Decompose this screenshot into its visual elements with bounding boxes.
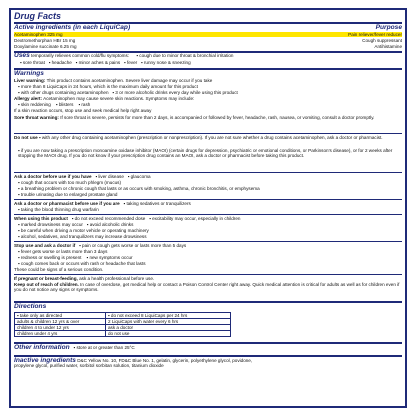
divider xyxy=(14,241,402,242)
when-item: ▪ do not exceed recommended dose xyxy=(72,216,146,221)
keep-out xyxy=(14,282,402,293)
askph-item: ▪ taking sedatives or tranquilizers xyxy=(124,201,191,206)
uses-item: ▪ minor aches & pains xyxy=(76,60,121,65)
dir-dose: 2 LiquiCaps with water every 6 hrs xyxy=(106,319,231,325)
liver-text: This product contains acetaminophen. Severe liver damage may occur if you take xyxy=(46,78,213,83)
allergy-item: ▪ skin reddening xyxy=(18,102,51,107)
divider xyxy=(14,133,402,134)
divider xyxy=(14,199,402,200)
donot-title: Do not use xyxy=(14,135,38,140)
active-row xyxy=(14,32,402,37)
allergy-items xyxy=(14,102,402,107)
ingredient: Doxylamine succinate 6.25 mg xyxy=(14,44,77,49)
liver-item: ▪ 3 or more alcoholic drinks every day while using this product xyxy=(112,90,237,95)
inactive-heading: Inactive ingredients xyxy=(14,357,76,364)
dir-who: children under 4 yrs xyxy=(15,331,106,337)
when-item: ▪ excitability may occur, especially in children xyxy=(149,216,240,221)
ask-item: ▪ cough that occurs with too much phlegm (mucus) xyxy=(14,180,402,185)
sore-text: If sore throat is severe, persists for more than 2 days, is accompanied or followed by fever, headache, rash, nausea, or vomiting, consult a doctor promptly. xyxy=(60,115,375,120)
divider xyxy=(14,172,402,173)
stop-item: ▪ redness or swelling is present xyxy=(18,255,81,260)
do-not-use xyxy=(14,135,402,140)
ask-doctor xyxy=(14,174,402,179)
stop-use xyxy=(14,243,402,248)
when-item: ▪ avoid alcoholic drinks xyxy=(87,222,134,227)
dir-who: adults & children 12 yrs & over xyxy=(15,319,106,325)
stop-item: ▪ pain or cough gets worse or lasts more than 5 days xyxy=(79,243,186,248)
active-row xyxy=(14,44,402,49)
ask-pharmacist xyxy=(14,201,402,206)
dir-who: ▪ take only as directed xyxy=(15,313,106,319)
keep-title: Keep out of reach of children. xyxy=(14,282,79,287)
sore-title: Sore throat warning: xyxy=(14,115,59,120)
ask-title: Ask a doctor before use if you have xyxy=(14,174,92,179)
divider xyxy=(14,214,402,215)
directions-table xyxy=(14,312,231,337)
when-using xyxy=(14,216,402,221)
inactive-text: D&C Yellow No. 10, FD&C Blue No. 1, gelatin, glycerin, polyethylene glycol, povidone, propylene glycol, purified water, sorbitol sorbitan solution, titanium dioxide xyxy=(14,358,253,369)
dir-dose: do not use xyxy=(106,331,231,337)
donot-text: ▪ with any other drug containing acetaminophen (prescription or nonprescription). If you are not sure whether a drug contains acetaminophen, ask a doctor or pharmacist. xyxy=(39,135,383,140)
table-row xyxy=(15,331,231,337)
ask-item: ▪ liver disease xyxy=(95,174,123,179)
when-item: ▪ be careful when driving a motor vehicle or operating machinery xyxy=(14,228,402,233)
liver-warning xyxy=(14,78,402,83)
purpose-heading: Purpose xyxy=(375,24,402,31)
uses-item: ▪ sore throat xyxy=(20,60,45,65)
liver-item: ▪ more than 8 LiquiCaps in 24 hours, which is the maximum daily amount for this product xyxy=(14,84,402,89)
other-heading: Other information xyxy=(14,344,70,351)
dir-dose: ask a doctor xyxy=(106,325,231,331)
askph-title: Ask a doctor or pharmacist before use if you are xyxy=(14,201,120,206)
uses-item: ▪ cough due to minor throat & bronchial irritation xyxy=(136,53,233,58)
warnings-heading: Warnings xyxy=(14,70,44,77)
divider xyxy=(14,274,402,275)
allergy-alert xyxy=(14,96,402,101)
allergy-item: ▪ blisters xyxy=(56,102,73,107)
preg-text: ask a health professional before use. xyxy=(79,276,155,281)
stop-items xyxy=(14,255,402,260)
stop-end: These could be signs of a serious condition. xyxy=(14,267,104,272)
liver-items xyxy=(14,90,402,95)
dir-who: children 4 to under 12 yrs xyxy=(15,325,106,331)
uses-text: temporarily relieves common cold/flu symptoms: xyxy=(31,53,130,58)
uses-section xyxy=(14,53,402,58)
stop-item: ▪ new symptoms occur xyxy=(87,255,133,260)
allergy-title: Allergy alert: xyxy=(14,96,43,101)
allergy-end: If a skin reaction occurs, stop use and seek medical help right away xyxy=(14,108,152,113)
allergy-item: ▪ rash xyxy=(78,102,90,107)
when-title: When using this product xyxy=(14,216,68,221)
ask-item: ▪ a breathing problem or chronic cough that lasts or as occurs with smoking, asthma, chronic bronchitis, or emphysema xyxy=(14,186,402,191)
other-information xyxy=(14,345,402,350)
divider xyxy=(14,342,402,344)
pregnancy xyxy=(14,276,402,281)
purpose: Pain reliever/fever reducer xyxy=(348,32,402,37)
stop-item: ▪ cough comes back or occurs with rash or headache that lasts xyxy=(14,261,402,266)
askph-item: ▪ taking the blood thinning drug warfarin xyxy=(14,207,402,212)
when-items xyxy=(14,222,402,227)
inactive-ingredients xyxy=(14,358,255,369)
other-text: ▪ store at or greater than 25°C xyxy=(74,345,135,350)
sore-throat-warning xyxy=(14,115,402,120)
uses-item: ▪ runny nose & sneezing xyxy=(141,60,191,65)
uses-items xyxy=(14,60,402,65)
keep-text: In case of overdose, get medical help or contact a Poison Control Center right away. Quick medical attention is critical for adults as well as for children even if you do not notice any signs or symptoms. xyxy=(14,282,400,293)
liver-title: Liver warning: xyxy=(14,78,46,83)
uses-heading: Uses xyxy=(14,52,30,59)
purpose: Antihistamine xyxy=(374,44,402,49)
drug-facts-title: Drug Facts xyxy=(14,11,62,21)
maoi-text: ▪ if you are now taking a prescription monoamine oxidase inhibitor (MAOI) (certain drugs for depression, psychiatric or emotional conditions, or Parkinson's disease), or for 2 weeks after stopping the MAOI drug. If you do not know if your prescription drug contains an MAOI, ask a doctor or pharmacist before taking this product. xyxy=(14,148,402,159)
active-row xyxy=(14,38,402,43)
ask-item: ▪ trouble urinating due to enlarged prostate gland xyxy=(14,192,402,197)
when-item: ▪ marked drowsiness may occur xyxy=(18,222,83,227)
ingredient: Dextromethorphan HBr 15 mg xyxy=(14,38,76,43)
uses-item: ▪ headache xyxy=(49,60,72,65)
allergy-text: Acetaminophen may cause severe skin reactions. Symptoms may include: xyxy=(43,96,195,101)
when-item: ▪ alcohol, sedatives, and tranquilizers may increase drowsiness xyxy=(14,234,402,239)
dir-dose: ▪ do not exceed 8 LiquiCaps per 24 hrs xyxy=(106,313,231,319)
purpose: Cough suppressant xyxy=(362,38,402,43)
ask-item: ▪ glaucoma xyxy=(128,174,151,179)
stop-item: ▪ fever gets worse or lasts more than 3 days xyxy=(14,249,402,254)
active-header xyxy=(14,24,402,31)
directions-heading: Directions xyxy=(14,303,47,310)
stop-title: Stop use and ask a doctor if xyxy=(14,243,76,248)
preg-title: If pregnant or breast-feeding, xyxy=(14,276,78,281)
ingredient: Acetaminophen 325 mg xyxy=(14,32,63,37)
drug-facts-panel xyxy=(9,8,407,408)
uses-item: ▪ fever xyxy=(124,60,137,65)
liver-item: ▪ with other drugs containing acetaminophen xyxy=(18,90,109,95)
active-heading: Active ingredients (in each LiquiCap) xyxy=(14,24,131,31)
